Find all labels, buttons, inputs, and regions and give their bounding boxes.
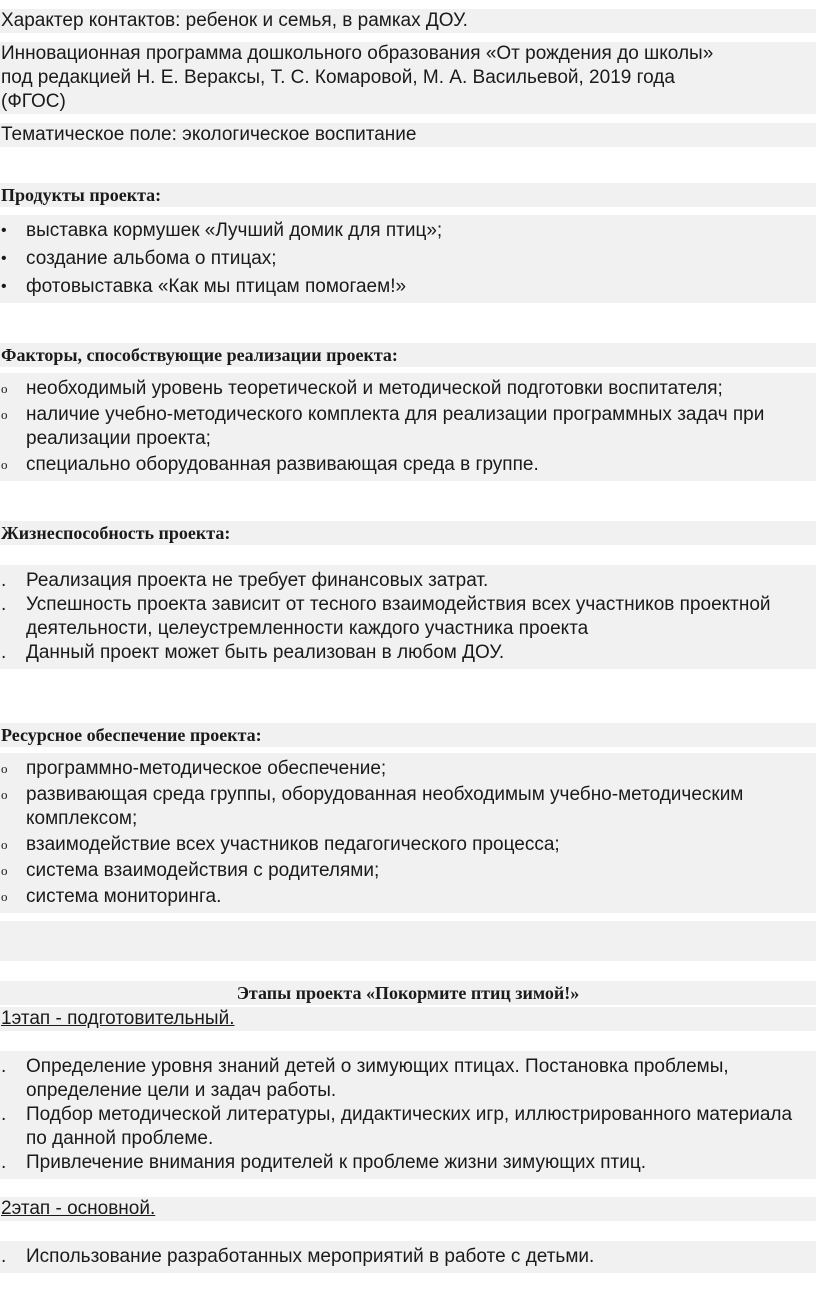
stages-spacer [0, 921, 816, 961]
products-list [0, 215, 816, 303]
bullet-icon: • [1, 278, 7, 295]
program-paragraph [0, 42, 816, 114]
resources-heading [0, 723, 816, 747]
products-heading-text: Продукты проекта: [1, 185, 162, 205]
list-item-text: система взаимодействия с родителями; [26, 860, 380, 881]
circle-bullet-icon: o [1, 761, 8, 776]
list-number-mark: . [1, 1056, 7, 1077]
factors-heading-text: Факторы, способствующие реализации проекта: [1, 345, 398, 365]
list-item [0, 783, 816, 831]
list-item-text: наличие учебно-методического комплекта для реализации программных задач при реализации проекта; [26, 404, 765, 449]
products-heading [0, 183, 816, 207]
list-item [0, 377, 816, 401]
stage1-label-row [0, 1007, 816, 1031]
list-item-text: развивающая среда группы, оборудованная необходимым учебно-методическим комплексом; [26, 784, 744, 829]
resources-list [0, 753, 816, 913]
circle-bullet-icon: o [1, 837, 8, 852]
list-item-text: фотовыставка «Как мы птицам помогаем!» [26, 276, 407, 297]
list-item-text: Успешность проекта зависит от тесного взаимодействия всех участников проектной деятельности, целеустремленности каждого участника проекта [26, 594, 771, 639]
list-number-mark: . [1, 1246, 7, 1267]
list-item [0, 833, 816, 857]
list-item [0, 1103, 816, 1151]
document-page [0, 9, 816, 1299]
stage2-label: 2этап - основной. [1, 1198, 156, 1219]
list-number-mark: . [1, 570, 7, 591]
list-item [0, 593, 816, 641]
contacts-line [0, 9, 816, 33]
stages-title-text: Этапы проекта «Покормите птиц зимой!» [236, 983, 580, 1003]
list-item [0, 641, 816, 665]
viability-heading-text: Жизнеспособность проекта: [1, 523, 231, 543]
list-item [0, 885, 816, 909]
list-item [0, 219, 816, 243]
field-text: Тематическое поле: экологическое воспитание [1, 124, 417, 145]
circle-bullet-icon: o [1, 787, 8, 802]
list-item [0, 247, 816, 271]
list-item-text: Подбор методической литературы, дидактических игр, иллюстрированного материала по данной проблеме. [26, 1104, 793, 1149]
list-item-text: выставка кормушек «Лучший домик для птиц»; [26, 220, 443, 241]
stage2-list [0, 1241, 816, 1273]
field-line [0, 123, 816, 147]
list-item-text: Привлечение внимания родителей к проблеме жизни зимующих птиц. [26, 1152, 646, 1173]
stage2-label-row [0, 1197, 816, 1221]
list-item-text: система мониторинга. [26, 886, 222, 907]
circle-bullet-icon: o [1, 407, 8, 422]
program-line-3: (ФГОС) [1, 91, 66, 112]
list-item [0, 1055, 816, 1103]
resources-heading-text: Ресурсное обеспечение проекта: [1, 725, 262, 745]
list-item-text: Данный проект может быть реализован в любом ДОУ. [26, 642, 505, 663]
list-item-text: Использование разработанных мероприятий в работе с детьми. [26, 1246, 595, 1267]
list-item [0, 1245, 816, 1269]
list-item [0, 453, 816, 477]
list-number-mark: . [1, 1152, 7, 1173]
circle-bullet-icon: o [1, 457, 8, 472]
list-item-text: программно-методическое обеспечение; [26, 758, 387, 779]
list-item-text: специально оборудованная развивающая среда в группе. [26, 454, 539, 475]
list-item [0, 569, 816, 593]
list-item-text: Определение уровня знаний детей о зимующих птицах. Постановка проблемы, определение цели и задач работы. [26, 1056, 729, 1101]
stage1-list [0, 1051, 816, 1179]
factors-heading [0, 343, 816, 367]
program-line-2: под редакцией Н. Е. Вераксы, Т. С. Комаровой, М. А. Васильевой, 2019 года [1, 67, 675, 88]
list-item [0, 1151, 816, 1175]
factors-list [0, 373, 816, 481]
viability-heading [0, 521, 816, 545]
stage1-label: 1этап - подготовительный. [1, 1008, 235, 1029]
list-item-text: создание альбома о птицах; [26, 248, 277, 269]
list-item [0, 275, 816, 299]
circle-bullet-icon: o [1, 889, 8, 904]
viability-list [0, 565, 816, 669]
stages-title [0, 981, 816, 1005]
circle-bullet-icon: o [1, 381, 8, 396]
list-item [0, 859, 816, 883]
contacts-text: Характер контактов: ребенок и семья, в рамках ДОУ. [1, 10, 468, 31]
list-item-text: взаимодействие всех участников педагогического процесса; [26, 834, 560, 855]
list-item-text: Реализация проекта не требует финансовых затрат. [26, 570, 489, 591]
list-item [0, 757, 816, 781]
bullet-icon: • [1, 250, 7, 267]
circle-bullet-icon: o [1, 863, 8, 878]
list-item [0, 403, 816, 451]
list-number-mark: . [1, 1104, 7, 1125]
bullet-icon: • [1, 222, 7, 239]
program-line-1: Инновационная программа дошкольного образования «От рождения до школы» [1, 43, 714, 64]
list-number-mark: . [1, 594, 7, 615]
list-item-text: необходимый уровень теоретической и методической подготовки воспитателя; [26, 378, 723, 399]
list-number-mark: . [1, 642, 7, 663]
